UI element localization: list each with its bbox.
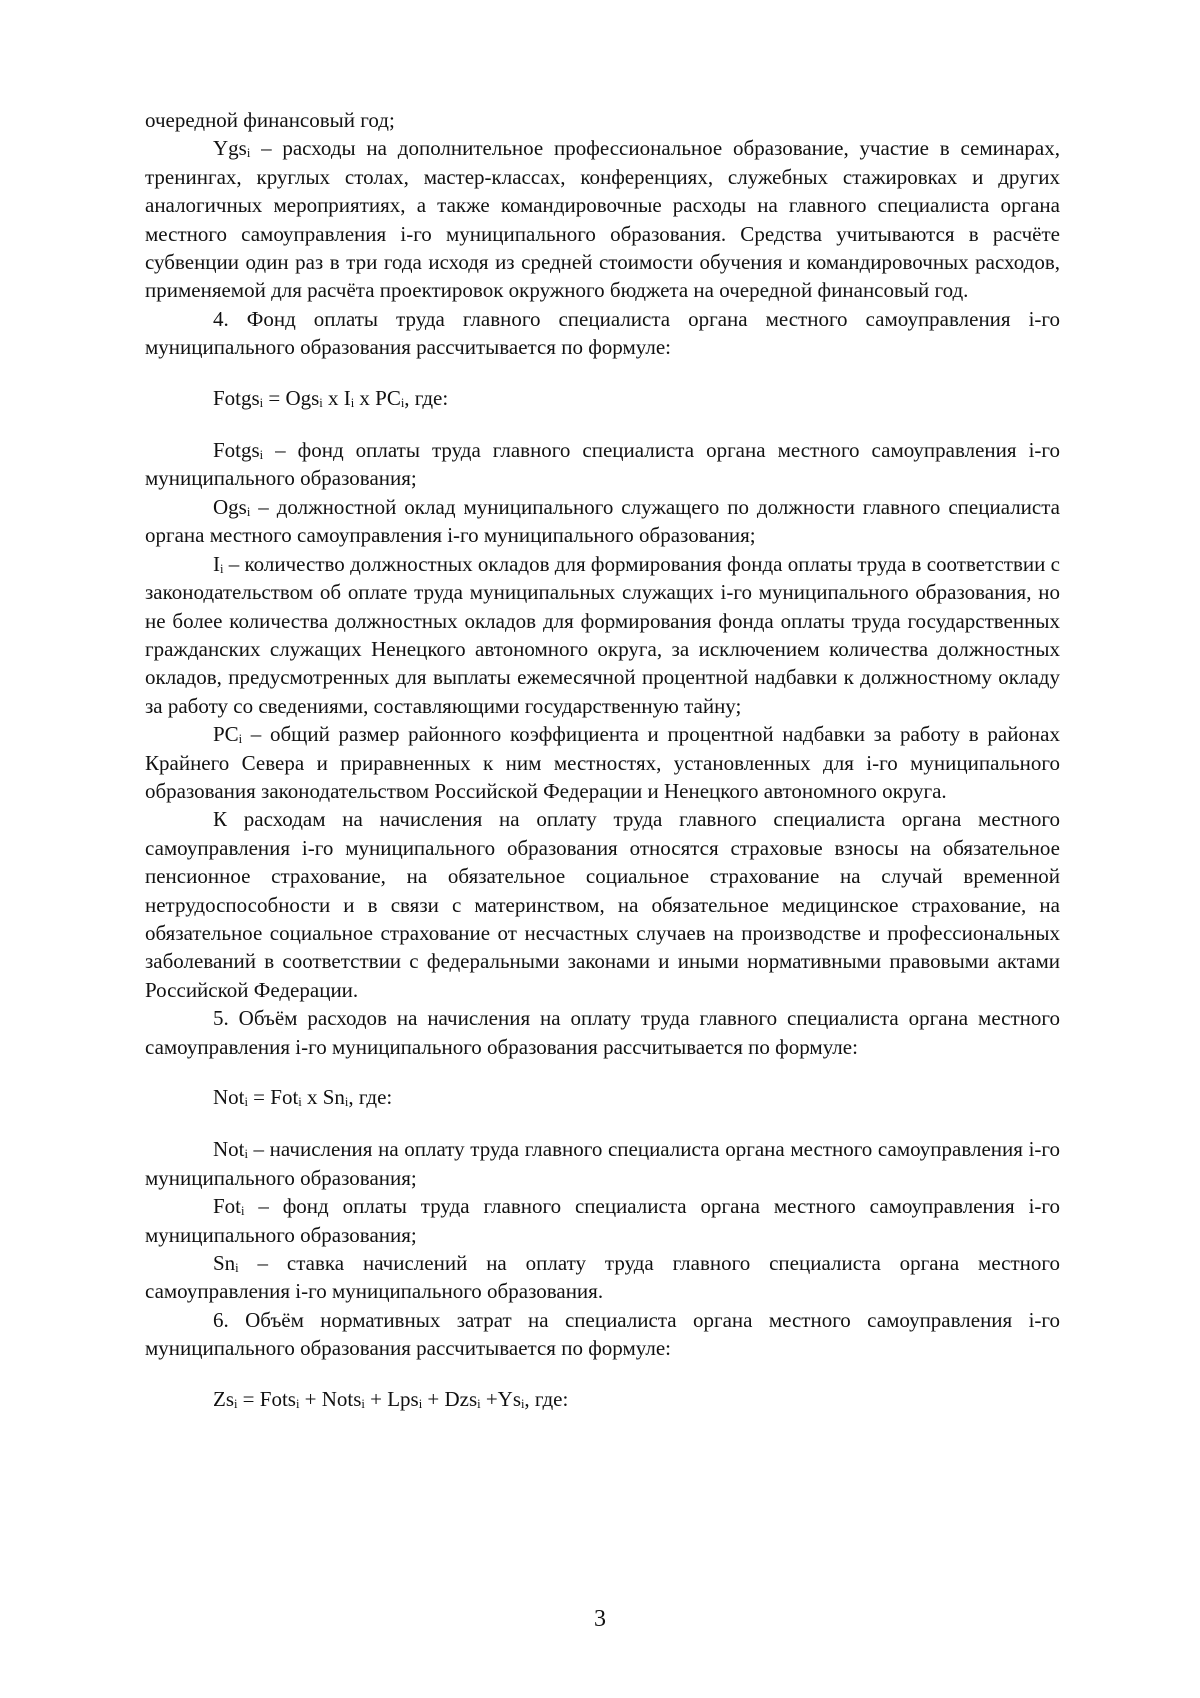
paragraph-ogs-definition: Ogsᵢ – должностной оклад муниципального служащего по должности главного специалиста органа местного самоуправления i-го муниципального образования;: [145, 494, 1060, 548]
formula-zs: Zsᵢ = Fotsᵢ + Notsᵢ + Lpsᵢ + Dzsᵢ +Ysᵢ, где:: [213, 1386, 569, 1411]
paragraph-sn-definition: Snᵢ – ставка начислений на оплату труда главного специалиста органа местного самоуправления i-го муниципального образования.: [145, 1251, 1060, 1304]
paragraph-fotgs-definition: Fotgsᵢ – фонд оплаты труда главного специалиста органа местного самоуправления i-го муниципального образования;: [145, 438, 1060, 491]
paragraph-not-definition: Notᵢ – начисления на оплату труда главного специалиста органа местного самоуправления i-го муниципального образования;: [145, 1137, 1060, 1190]
paragraph-section-4: 4. Фонд оплаты труда главного специалиста органа местного самоуправления i-го муниципального образования рассчитывается по формуле:: [145, 306, 1060, 360]
formula-fotgs: Fotgsᵢ = Ogsᵢ x Iᵢ x PCᵢ, где:: [213, 385, 449, 410]
paragraph-continuation: очередной финансовый год;: [145, 108, 395, 132]
paragraph-pc-definition: PCᵢ – общий размер районного коэффициента и процентной надбавки за работу в районах Крайнего Севера и приравненных к ним местностях, установленных для i-го муниципального образования законодательством Российской Федерации и Ненецкого автономного округа.: [145, 722, 1060, 803]
formula-not: Notᵢ = Fotᵢ x Snᵢ, где:: [213, 1085, 393, 1109]
paragraph-ygs-definition: Ygsᵢ – расходы на дополнительное профессиональное образование, участие в семинарах, тренингах, круглых столах, мастер-классах, конференциях, служебных стажировках и других аналогичных мероприятиях, а также командировочные расходы на главного специалиста органа местного самоуправления i-го муниципального образования. Средства учитываются в расчёте субвенции один раз в три года исходя из средней стоимости обучения и командировочных расходов, применяемой для расчёта проектировок окружного бюджета на очередной финансовый год.: [145, 136, 1060, 303]
paragraph-fot-definition: Fotᵢ – фонд оплаты труда главного специалиста органа местного самоуправления i-го муниципального образования;: [145, 1194, 1060, 1247]
paragraph-section-6: 6. Объём нормативных затрат на специалиста органа местного самоуправления i-го муниципального образования рассчитывается по формуле:: [145, 1307, 1060, 1361]
page-number: 3: [594, 1606, 606, 1632]
paragraph-contributions: К расходам на начисления на оплату труда главного специалиста органа местного самоуправления i-го муниципального образования относятся страховые взносы на обязательное пенсионное страхование, на обязательное социальное страхование на случай временной нетрудоспособности и в связи с материнством, на обязательное медицинское страхование, на обязательное социальное страхование от несчастных случаев на производстве и профессиональных заболеваний в соответствии с федеральными законами и иными нормативными правовыми актами Российской Федерации.: [145, 807, 1060, 1002]
document-body: [145, 106, 1060, 1437]
paragraph-i-definition: Iᵢ – количество должностных окладов для формирования фонда оплаты труда в соответствии с законодательством об оплате труда муниципальных служащих i-го муниципального образования, но не более количества должностных окладов для формирования фонда оплаты труда государственных гражданских служащих Ненецкого автономного округа, за исключением количества должностных окладов, предусмотренных для выплаты ежемесячной процентной надбавки к должностному окладу за работу со сведениями, составляющими государственную тайну;: [145, 551, 1060, 718]
paragraph-section-5: 5. Объём расходов на начисления на оплату труда главного специалиста органа местного самоуправления i-го муниципального образования рассчитывается по формуле:: [145, 1006, 1060, 1059]
